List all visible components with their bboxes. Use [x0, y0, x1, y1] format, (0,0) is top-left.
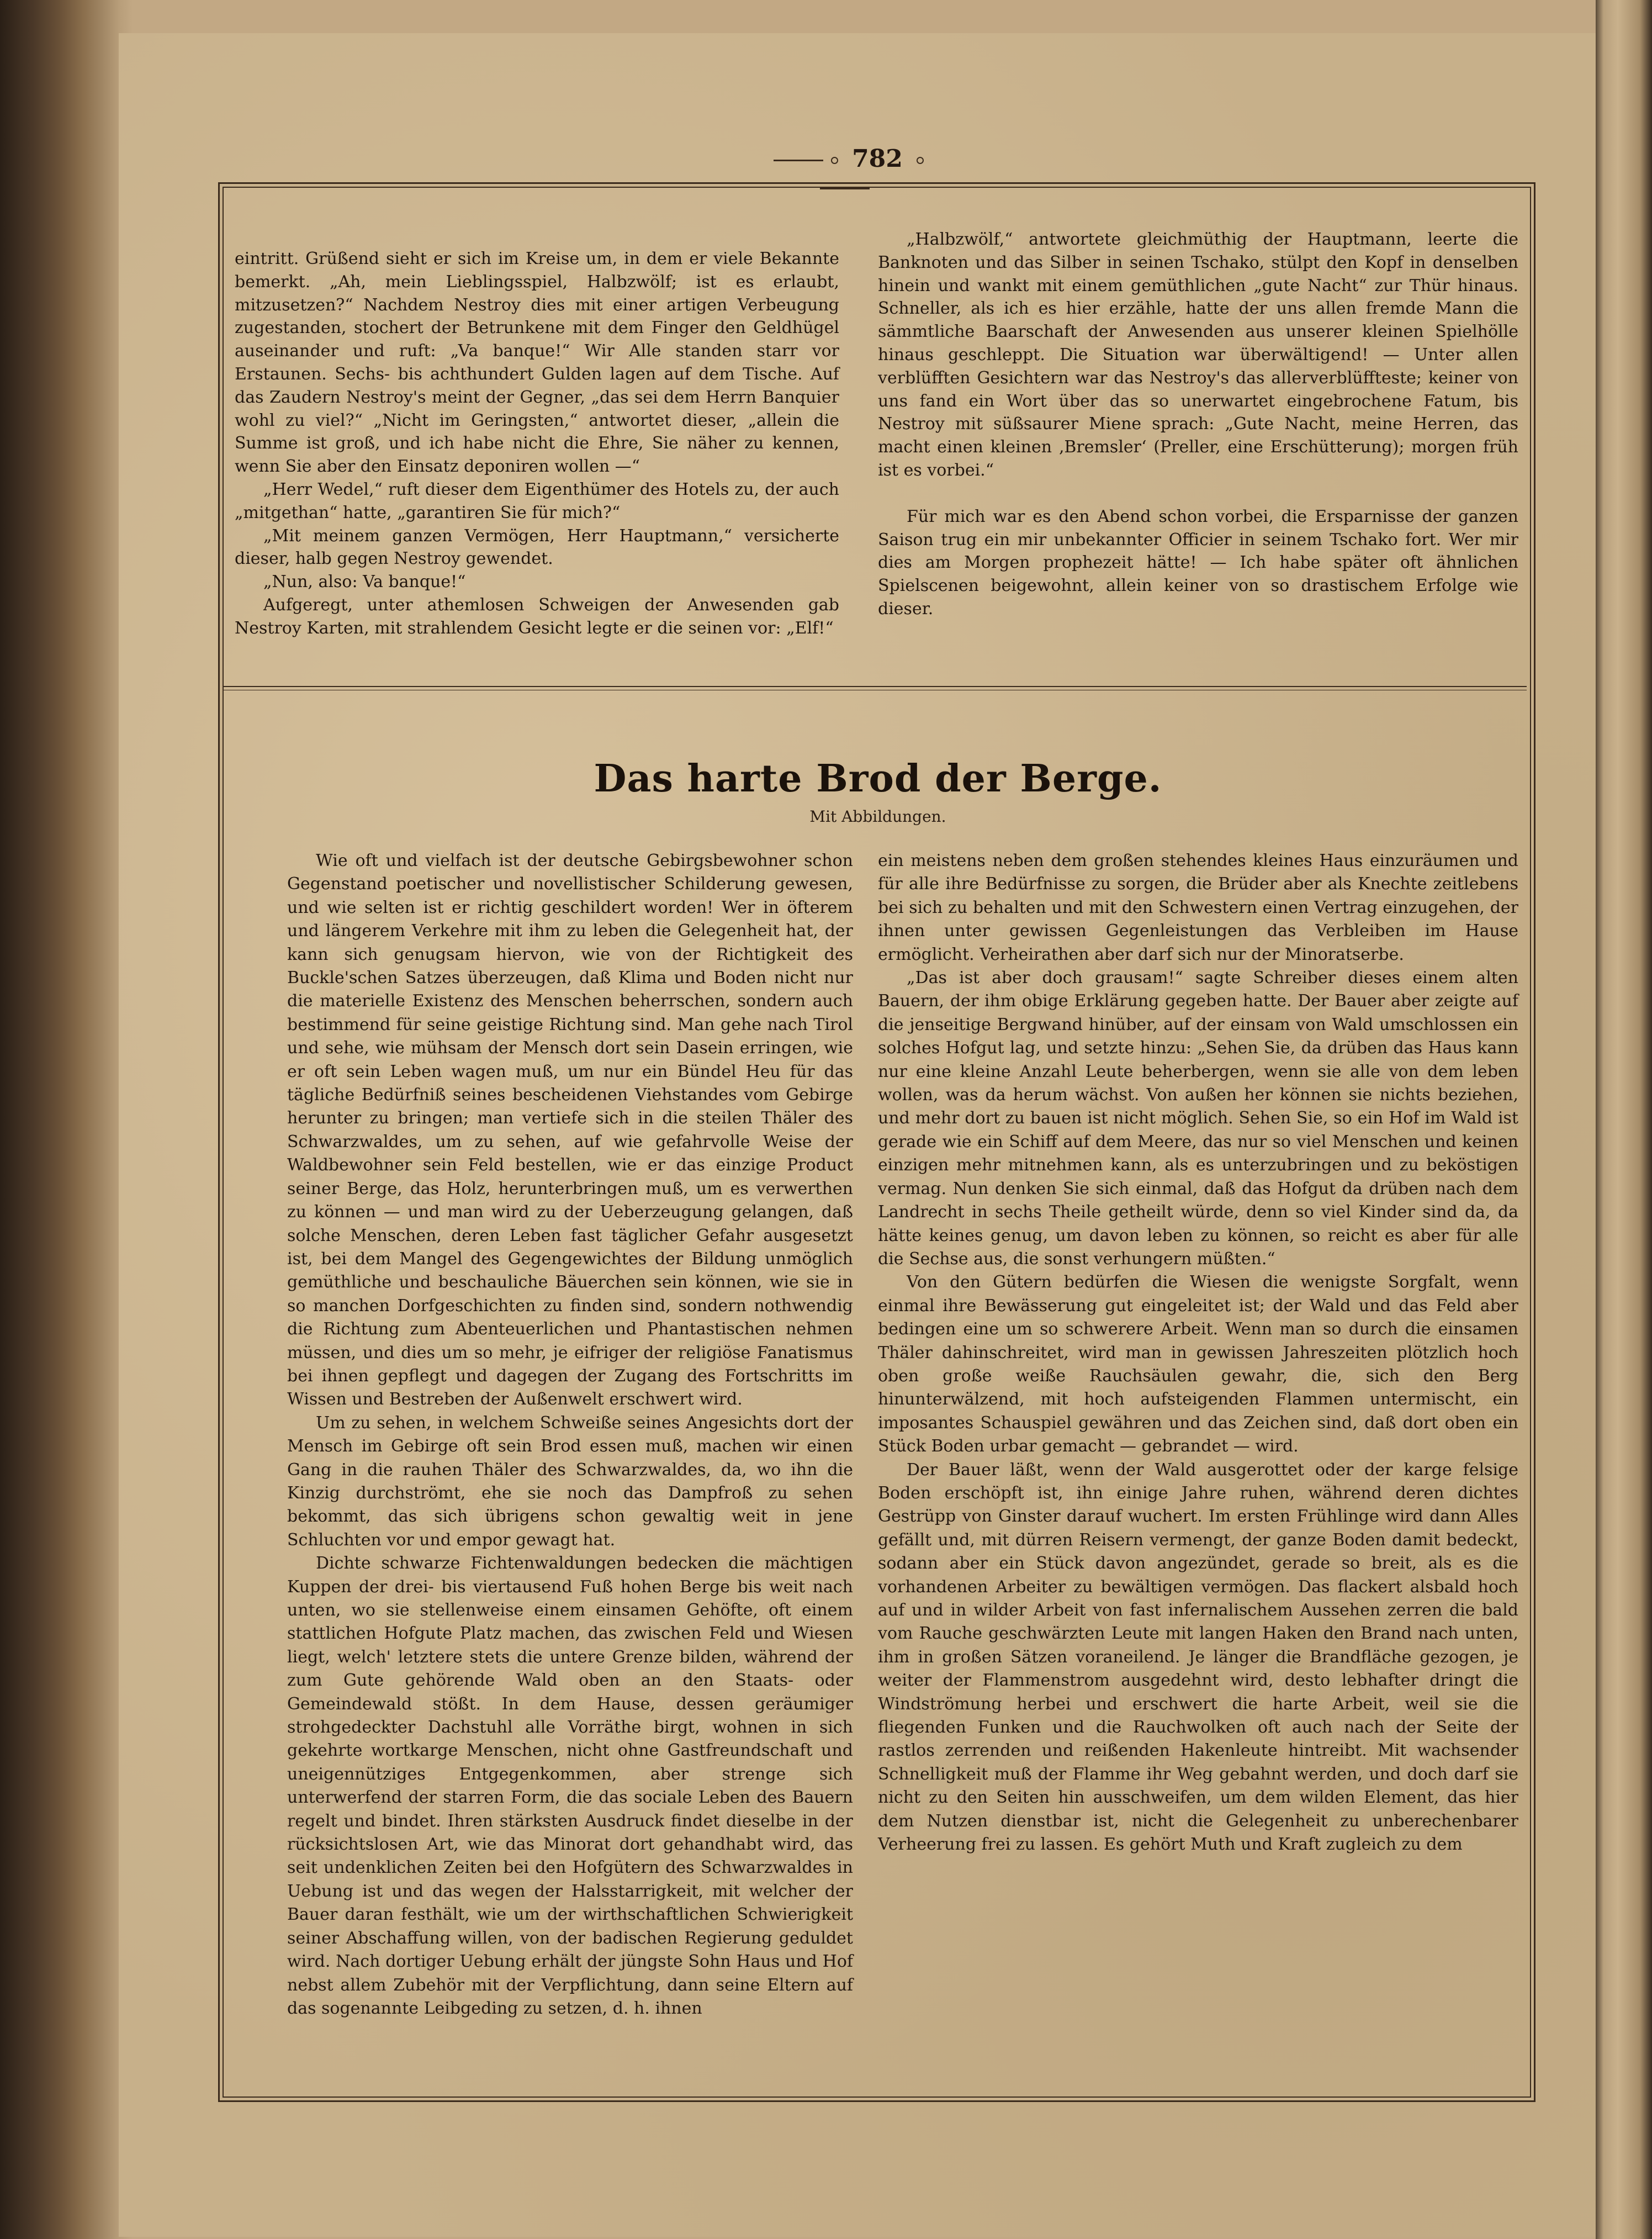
paragraph: eintritt. Grüßend sieht er sich im Kreise um, in dem er viele Bekannte bemerkt. „Ah, mein Lieblingsspiel, Halbzwölf; ist es erlaubt, mitzusetzen?“ Nachdem Nestroy dies mit einer artigen Verbeugung zugestanden, stochert der Betrunkene mit dem Finger den Geldhügel auseinander und ruft: „Va banque!“ Wir Alle standen starr vor Erstaunen. Sechs- bis achthundert Gulden lagen auf dem Tische. Auf das Zaudern Nestroy's meint der Gegner, „das sei dem Herrn Banquier wohl zu viel?“ „Nicht im Geringsten,“ antwortet dieser, „allein die Summe ist groß, und ich habe nicht die Ehre, Sie näher zu kennen, wenn Sie aber den Einsatz deponiren wollen —“: [235, 249, 839, 477]
article-subtitle: Mit Abbildungen.: [809, 807, 946, 826]
paragraph: „Halbzwölf,“ antwortete gleichmüthig der Hauptmann, leerte die Banknoten und das Silber in seinen Tschako, stülpt den Kopf in denselben hinein und wankt mit einem gemüthlichen „gute Nacht“ zur Thür hinaus. Schneller, als ich es hier erzähle, hatte der uns allen fremde Mann die sämmtliche Baarschaft der Anwesenden aus unserer kleinen Spielhölle hinaus geschleppt. Die Situation war überwältigend! — Unter allen verblüfften Gesichtern war das Nestroy's das allerverblüffteste; keiner von uns fand ein Wort über das so unerwartet eingebrochene Fatum, bis Nestroy mit süßsaurer Miene sprach: „Gute Nacht, meine Herren, das macht einen kleinen ‚Bremsler‘ (Preller, eine Erschütterung); morgen früh ist es vorbei.“: [878, 230, 1518, 480]
section-divider: [224, 686, 1527, 687]
paragraph: Der Bauer läßt, wenn der Wald ausgerottet oder der karge felsige Boden erschöpft ist, ihn einige Jahre ruhen, während deren dichtes Gestrüpp von Ginster darauf wuchert. Im ersten Frühlinge wird dann Alles gefällt und, mit dürren Reisern vermengt, der ganze Boden damit bedeckt, sodann aber ein Stück davon angezündet, gerade so breit, als es die vorhandenen Arbeiter zu bewältigen vermögen. Das flackert alsbald hoch auf und in wilder Arbeit von fast infernalischem Aussehen zerren die bald vom Rauche geschwärzten Leute mit langen Haken den Brand nach unten, ihm in großen Sätzen voraneilend. Je länger die Brandfläche gezogen, je weiter der Flammenstrom ausgedehnt wird, desto lebhafter dringt die Windströmung herbei und erschwert die harte Arbeit, weil sie die fliegenden Funken und die Rauchwolken oft auch nach der Seite der rastlos zerrenden und reißenden Hakenleute hintreibt. Mit wachsender Schnelligkeit muß der Flamme ihr Weg gebahnt werden, und doch darf sie nicht zu den Seiten hin ausschweifen, um dem wilden Element, das hier dem Nutzen dienstbar ist, nicht die Gelegenheit zu unberechenbarer Verheerung frei zu lassen. Es gehört Muth und Kraft zugleich zu dem: [878, 1460, 1518, 1855]
paragraph: „Mit meinem ganzen Vermögen, Herr Hauptmann,“ versicherte dieser, halb gegen Nestroy gewendet.: [235, 526, 839, 569]
column-bottom-right: [878, 849, 1518, 1856]
column-top-left: [235, 247, 839, 640]
page-number-text: 782: [852, 145, 903, 173]
facing-page-edge: [1596, 0, 1652, 2239]
column-top-right: [878, 228, 1518, 621]
column-bottom-left: [287, 849, 853, 2020]
paragraph: Dichte schwarze Fichtenwaldungen bedecken die mächtigen Kuppen der drei- bis viertausend Fuß hohen Berge bis weit nach unten, wo sie stellenweise einem einsamen Gehöfte, oft einem stattlichen Hofgute Platz machen, das zwischen Feld und Wiesen liegt, welch' letztere stets die untere Grenze bilden, während der zum Gute gehörende Wald oben an den Staats- oder Gemeindewald stößt. In dem Hause, dessen geräumiger strohgedeckter Dachstuhl alle Vorräthe birgt, wohnen in sich gekehrte wortkarge Menschen, nicht ohne Gastfreundschaft und uneigennütziges Entgegenkommen, aber strenge sich unterwerfend der starren Form, die das sociale Leben des Bauern regelt und bindet. Ihren stärksten Ausdruck findet dieselbe in der rücksichtslosen Art, wie das Minorat dort gehandhabt wird, das seit undenklichen Zeiten bei den Hofgütern des Schwarzwaldes in Uebung ist und das wegen der Halsstarrigkeit, mit welcher der Bauer daran festhält, wie um der wirthschaftlichen Schwierigkeit seiner Abschaffung willen, von der badischen Regierung geduldet wird. Nach dortiger Uebung erhält der jüngste Sohn Haus und Hof nebst allem Zubehör mit der Verpflichtung, dann seine Eltern auf das sogenannte Leibgeding zu setzen, d. h. ihnen: [287, 1554, 853, 2018]
paragraph: Um zu sehen, in welchem Schweiße seines Angesichts dort der Mensch im Gebirge oft sein Brod essen muß, machen wir einen Gang in die rauhen Thäler des Schwarzwaldes, da, wo ihn die Kinzig durchströmt, ehe sie noch das Dampfroß zu sehen bekommt, das sich übrigens schon gewaltig weit in jene Schluchten vor und empor gewagt hat.: [287, 1413, 853, 1550]
page-number: [734, 145, 955, 201]
article-title: Das harte Brod der Berge.: [594, 757, 1162, 801]
paragraph: ein meistens neben dem großen stehendes kleines Haus einzuräumen und für alle ihre Bedürfnisse zu sorgen, die Brüder aber als Knechte zeitlebens bei sich zu behalten und mit den Schwestern einen Vertrag einzugehen, der ihnen unter gewissen Gegenleistungen das Verbleiben im Hause ermöglicht. Verheirathen aber darf sich nur der Minoratserbe.: [878, 851, 1518, 964]
ornament-circle: [917, 157, 924, 164]
paragraph: „Das ist aber doch grausam!“ sagte Schreiber dieses einem alten Bauern, der ihm obige Erklärung gegeben hatte. Der Bauer aber zeigte auf die jenseitige Bergwand hinüber, auf der einsam von Wald umschlossen ein solches Hofgut lag, und setzte hinzu: „Sehen Sie, da drüben das Haus kann nur eine kleine Anzahl Leute beherbergen, wenn sie alle von dem leben wollen, was da herum wächst. Von außen her können sie nichts beziehen, und mehr dort zu bauen ist nicht möglich. Sehen Sie, so ein Hof im Wald ist gerade wie ein Schiff auf dem Meere, das nur so viel Menschen und keinen einzigen mehr mitnehmen kann, als es unterzubringen und zu beköstigen vermag. Nun denken Sie sich einmal, daß das Hofgut da drüben nach dem Landrecht in sechs Theile getheilt würde, denn so viel Kinder sind da, da hätte keines genug, um davon leben zu können, so reicht es aber für alle die Sechse aus, die sonst verhungern müßten.“: [878, 968, 1518, 1269]
paragraph: Wie oft und vielfach ist der deutsche Gebirgsbewohner schon Gegenstand poetischer und novellistischer Schilderung gewesen, und wie selten ist er richtig geschildert worden! Wer in öfterem und längerem Verkehre mit ihm zu leben die Gelegenheit hat, der kann sich genugsam hiervon, wie von der Richtigkeit des Buckle'schen Satzes überzeugen, daß Klima und Boden nicht nur die materielle Existenz des Menschen beherrschen, sondern auch bestimmend für seine geistige Richtung sind. Man gehe nach Tirol und sehe, wie mühsam der Mensch dort sein Dasein erringen, wie er oft sein Leben wagen muß, um nur ein Bündel Heu für das tägliche Bedürfniß seines bescheidenen Viehstandes vom Gebirge herunter zu bringen; man vertiefe sich in die steilen Thäler des Schwarzwaldes, um zu sehen, auf wie gefahrvolle Weise der Waldbewohner sein Feld bestellen, wie er das einzige Product seiner Berge, das Holz, herunterbringen muß, um es verwerthen zu können — und man wird zu der Ueberzeugung gelangen, daß solche Menschen, deren Leben fast täglicher Gefahr ausgesetzt ist, bei dem Mangel des Gegengewichtes der Bildung unmöglich gemüthliche und beschauliche Bäuerchen sein können, wie sie in so manchen Dorfgeschichten zu finden sind, sondern nothwendig die Richtung zum Abenteuerlichen und Phantastischen nehmen müssen, und dies um so mehr, je eifriger der religiöse Fanatismus bei ihnen gepflegt und dagegen der Zugang des Fortschritts im Wissen und Bestreben der Außenwelt erschwert wird.: [287, 851, 853, 1409]
paragraph: Von den Gütern bedürfen die Wiesen die wenigste Sorgfalt, wenn einmal ihre Bewässerung gut eingeleitet ist; der Wald und das Feld aber bedingen eine um so schwerere Arbeit. Wenn man so durch die einsamen Thäler dahinschreitet, wird man in gewissen Jahreszeiten plötzlich hoch oben große weiße Rauchsäulen gewahr, die, sich den Berg hinunterwälzend, mit hoch aufsteigenden Flammen untermischt, ein imposantes Schauspiel gewähren und das Zeichen sind, daß dort oben ein Stück Boden urbar gemacht — gebrandet — wird.: [878, 1272, 1518, 1456]
ornament-rule: [820, 188, 870, 189]
paragraph: Aufgeregt, unter athemlosen Schweigen der Anwesenden gab Nestroy Karten, mit strahlendem Gesicht legte er die seinen vor: „Elf!“: [235, 595, 839, 638]
ornament-rule: [774, 160, 823, 161]
paragraph: „Herr Wedel,“ ruft dieser dem Eigenthümer des Hotels zu, der auch „mitgethan“ hatte, „garantiren Sie für mich?“: [235, 479, 839, 522]
paragraph: „Nun, also: Va banque!“: [263, 572, 466, 592]
paragraph: Für mich war es den Abend schon vorbei, die Ersparnisse der ganzen Saison trug ein mir unbekannter Officier in seinem Tschako fort. Wer mir dies am Morgen prophezeit hätte! — Ich habe später oft ähnlichen Spielscenen beigewohnt, allein keiner von so drastischem Erfolge wie dieser.: [878, 506, 1518, 619]
ornament-circle: [831, 157, 838, 164]
